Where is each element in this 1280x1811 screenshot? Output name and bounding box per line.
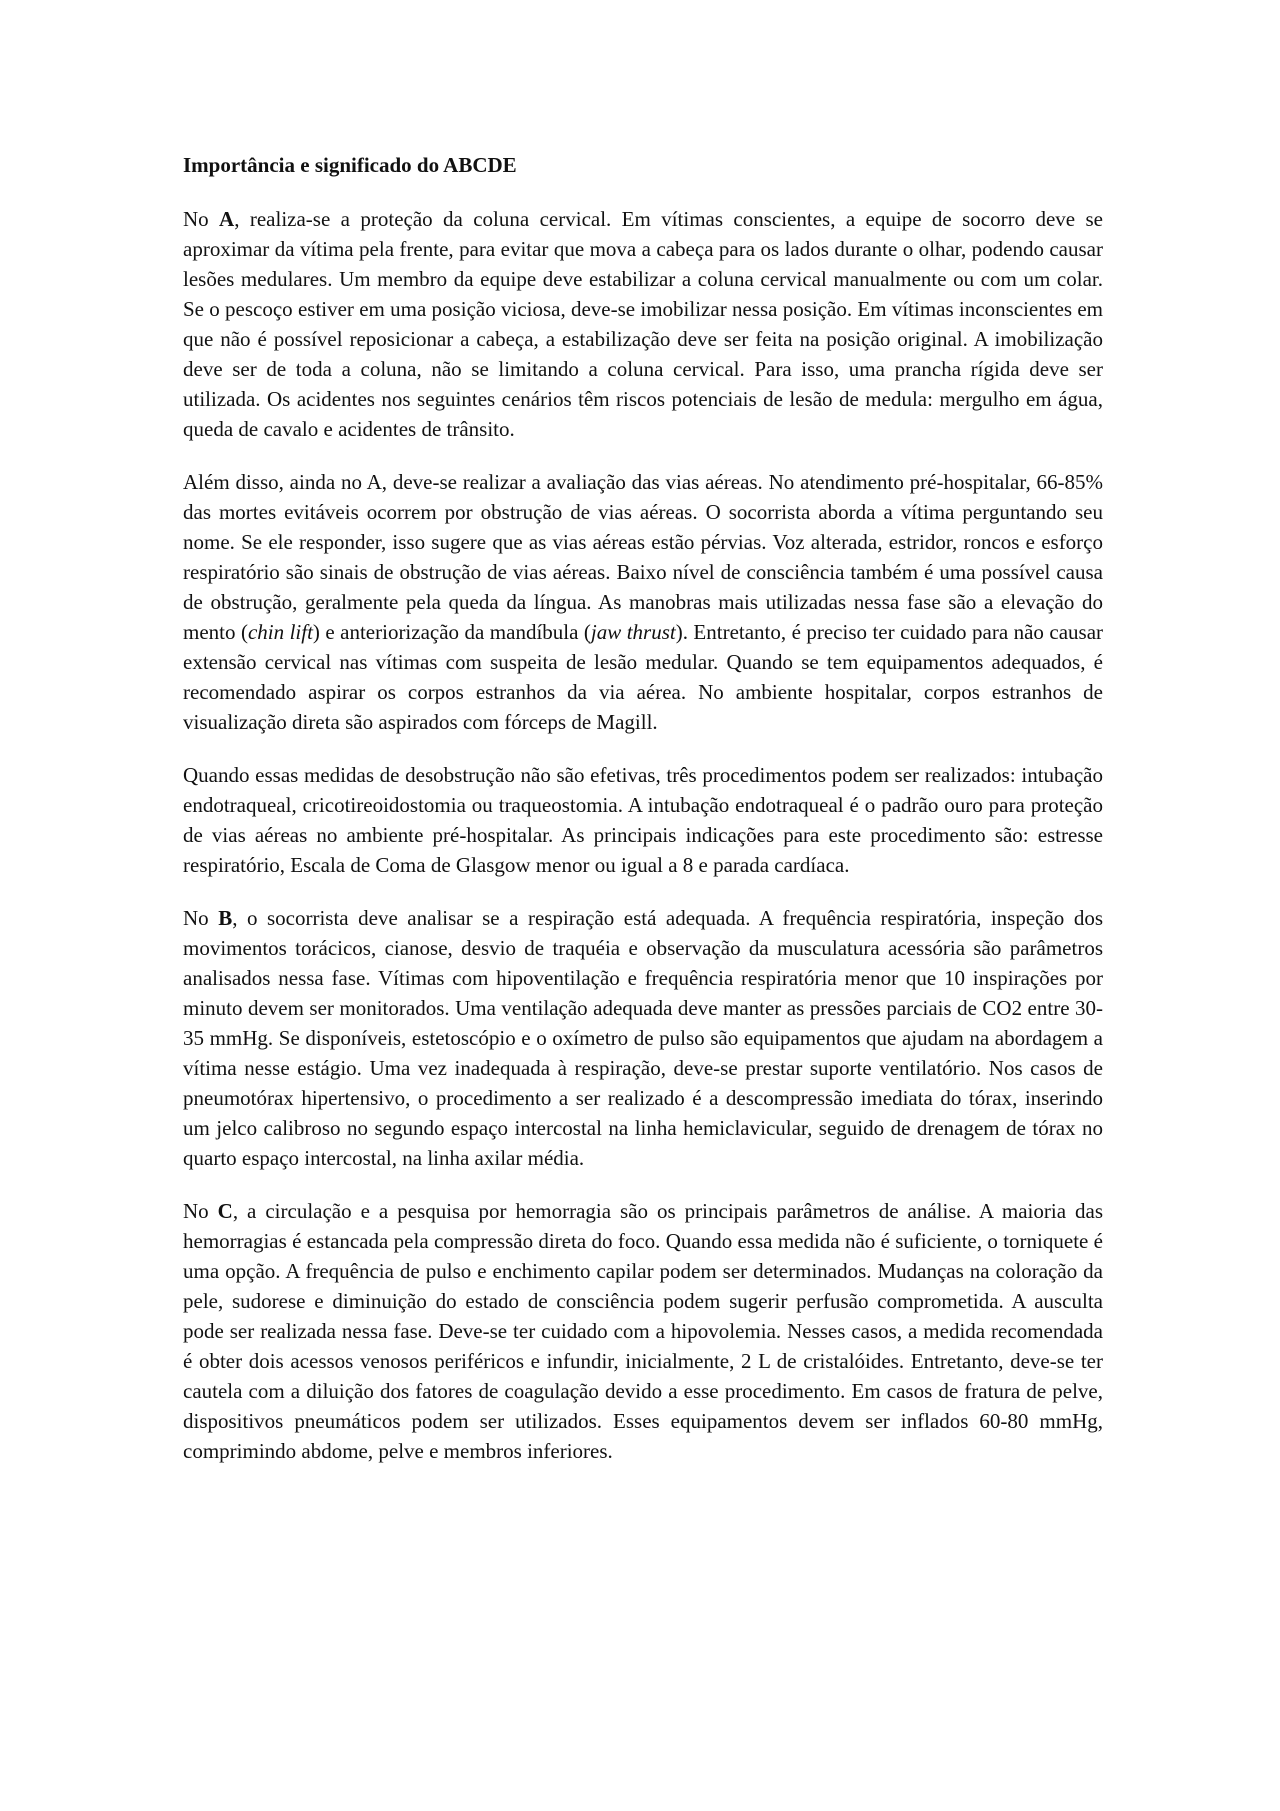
italic-jaw-thrust: jaw thrust bbox=[590, 620, 676, 644]
text-run: Além disso, ainda no A, deve-se realizar a avaliação das vias aéreas. No atendimento pré-hospitalar, 66-85% das mortes evitáveis ocorrem por obstrução de vias aéreas. O socorrista aborda a vítima perguntando seu nome. Se ele responder, isso sugere que as vias aéreas estão pérvias. Voz alterada, estridor, roncos e esforço respiratório são sinais de obstrução de vias aéreas. Baixo nível de consciência também é uma possível causa de obstrução, geralmente pela queda da língua. As manobras mais utilizadas nessa fase são a elevação do mento ( bbox=[183, 470, 1103, 644]
document-title: Importância e significado do ABCDE bbox=[183, 153, 517, 177]
bold-letter-c: C bbox=[217, 1199, 233, 1223]
paragraph-b-breathing bbox=[183, 903, 1103, 1173]
paragraph-a-airway bbox=[183, 467, 1103, 737]
paragraph-c-circulation bbox=[183, 1196, 1103, 1466]
text-run: ). Entretanto, é preciso ter cuidado para não causar extensão cervical nas vítimas com suspeita de lesão medular. Quando se tem equipamentos adequados, é recomendado aspirar os corpos estranhos da via aérea. No ambiente hospitalar, corpos estranhos de visualização direta são aspirados com fórceps de Magill. bbox=[183, 620, 1104, 734]
bold-letter-b: B bbox=[218, 906, 233, 930]
text-run: , o socorrista deve analisar se a respiração está adequada. A frequência respiratória, inspeção dos movimentos torácicos, cianose, desvio de traquéia e observação da musculatura acessória são parâmetros analisados nessa fase. Vítimas com hipoventilação e frequência respiratória menor que 10 inspirações por minuto devem ser monitorados. Uma ventilação adequada deve manter as pressões parciais de CO2 entre 30-35 mmHg. Se disponíveis, estetoscópio e o oxímetro de pulso são equipamentos que ajudam na abordagem a vítima nesse estágio. Uma vez inadequada à respiração, deve-se prestar suporte ventilatório. Nos casos de pneumotórax hipertensivo, o procedimento a ser realizado é a descompressão imediata do tórax, inserindo um jelco calibroso no segundo espaço intercostal na linha hemiclavicular, seguido de drenagem de tórax no quarto espaço intercostal, na linha axilar média. bbox=[183, 906, 1103, 1170]
paragraph-a-cervical-spine bbox=[183, 204, 1103, 444]
text-run: No bbox=[183, 1199, 218, 1223]
text-run: , a circulação e a pesquisa por hemorragia são os principais parâmetros de análise. A maioria das hemorragias é estancada pela compressão direta do foco. Quando essa medida não é suficiente, o torniquete é uma opção. A frequência de pulso e enchimento capilar podem ser determinados. Mudanças na coloração da pele, sudorese e diminuição do estado de consciência podem sugerir perfusão comprometida. A ausculta pode ser realizada nessa fase. Deve-se ter cuidado com a hipovolemia. Nesses casos, a medida recomendada é obter dois acessos venosos periféricos e infundir, inicialmente, 2 L de cristalóides. Entretanto, deve-se ter cautela com a diluição dos fatores de coagulação devido a esse procedimento. Em casos de fratura de pelve, dispositivos pneumáticos podem ser utilizados. Esses equipamentos devem ser inflados 60-80 mmHg, comprimindo abdome, pelve e membros inferiores. bbox=[183, 1199, 1104, 1463]
italic-chin-lift: chin lift bbox=[247, 620, 313, 644]
text-run: No bbox=[183, 207, 220, 231]
paragraph-intubation: Quando essas medidas de desobstrução não são efetivas, três procedimentos podem ser realizados: intubação endotraqueal, cricotireoidostomia ou traqueostomia. A intubação endotraqueal é o padrão ouro para proteção de vias aéreas no ambiente pré-hospitalar. As principais indicações para este procedimento são: estresse respiratório, Escala de Coma de Glasgow menor ou igual a 8 e parada cardíaca. bbox=[183, 763, 1103, 877]
text-run: No bbox=[183, 906, 219, 930]
text-run: , realiza-se a proteção da coluna cervical. Em vítimas conscientes, a equipe de socorro deve se aproximar da vítima pela frente, para evitar que mova a cabeça para os lados durante o olhar, podendo causar lesões medulares. Um membro da equipe deve estabilizar a coluna cervical manualmente ou com um colar. Se o pescoço estiver em uma posição viciosa, deve-se imobilizar nessa posição. Em vítimas inconscientes em que não é possível reposicionar a cabeça, a estabilização deve ser feita na posição original. A imobilização deve ser de toda a coluna, não se limitando a coluna cervical. Para isso, uma prancha rígida deve ser utilizada. Os acidentes nos seguintes cenários têm riscos potenciais de lesão de medula: mergulho em água, queda de cavalo e acidentes de trânsito. bbox=[183, 207, 1103, 441]
document-page bbox=[183, 150, 1103, 1489]
text-run: ) e anteriorização da mandíbula ( bbox=[312, 620, 591, 644]
bold-letter-a: A bbox=[219, 207, 235, 231]
